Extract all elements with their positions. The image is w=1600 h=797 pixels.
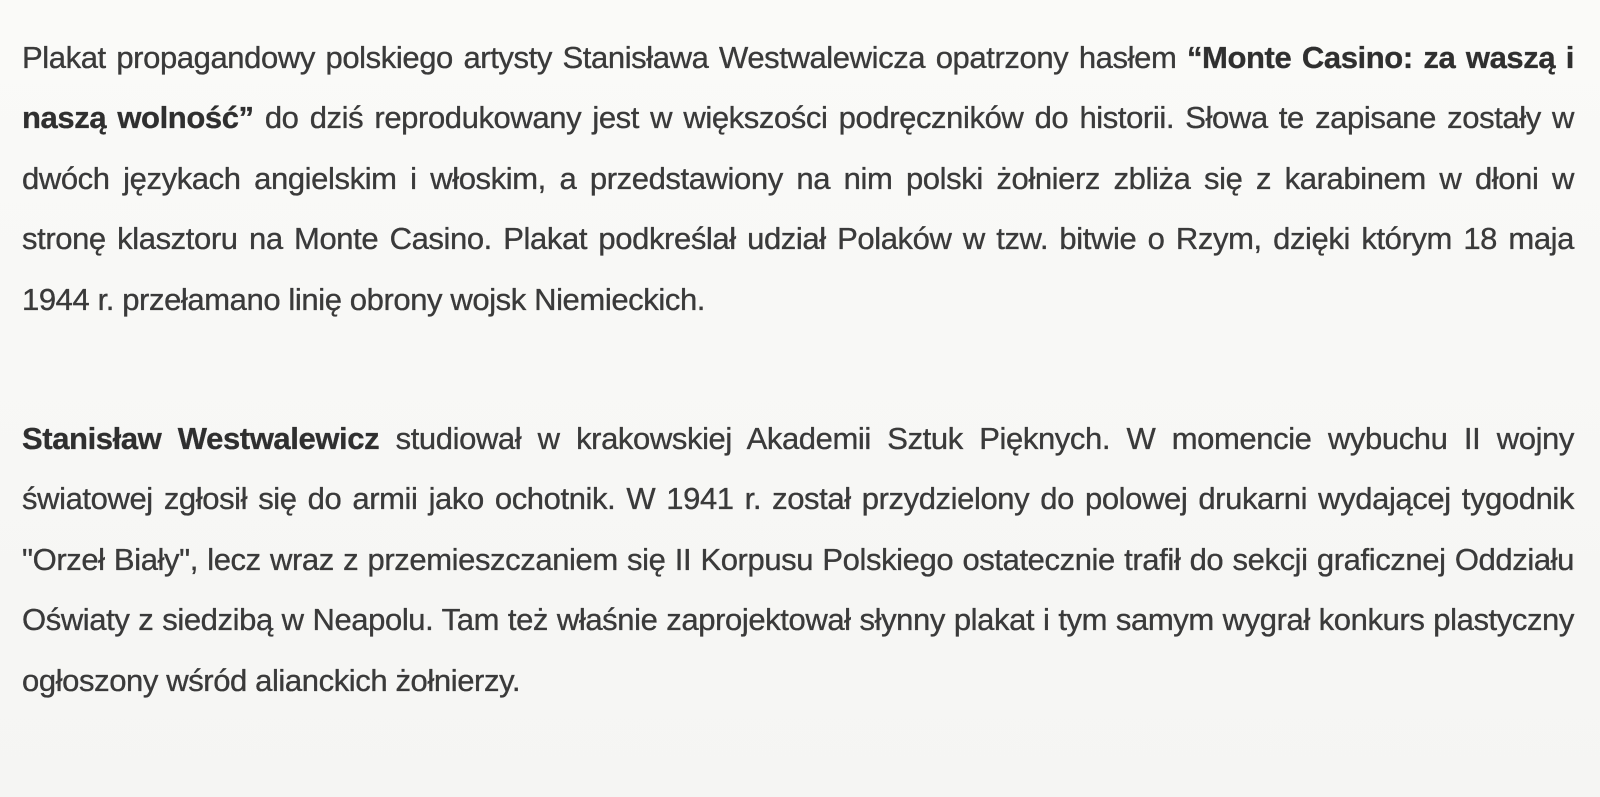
paragraph-2-text-after: studiował w krakowskiej Akademii Sztuk Pięknych. W momencie wybuchu II wojny światowej zgłosił się do armii jako ochotnik. W 1941 r. został przydzielony do polowej drukarni wydającej tygodnik "Orzeł Biały", lecz wraz z przemieszczaniem się II Korpusu Polskiego ostatecznie trafił do sekcji graficznej Oddziału Oświaty z siedzibą w Neapolu. Tam też właśnie zaprojektował słynny plakat i tym samym wygrał konkurs plastyczny ogłoszony wśród alianckich żołnierzy.	[22, 421, 1574, 698]
paragraph-1-text-before: Plakat propagandowy polskiego artysty Stanisława Westwalewicza opatrzony hasłem	[22, 40, 1187, 75]
artist-name: Stanisław Westwalewicz	[22, 421, 380, 456]
paragraph-1-text-after: do dziś reprodukowany jest w większości podręczników do historii. Słowa te zapisane zostały w dwóch językach angielskim i włoskim, a przedstawiony na nim polski żołnierz zbliża się z karabinem w dłoni w stronę klasztoru na Monte Casino. Plakat podkreślał udział Polaków w tzw. bitwie o Rzym, dzięki którym 18 maja 1944 r. przełamano linię obrony wojsk Niemieckich.	[22, 100, 1574, 317]
poster-slogan: “Monte Casino: za waszą i naszą wolność”	[22, 40, 1574, 136]
paragraph-artist-biography	[22, 409, 1574, 711]
paragraph-poster-description	[22, 28, 1574, 330]
